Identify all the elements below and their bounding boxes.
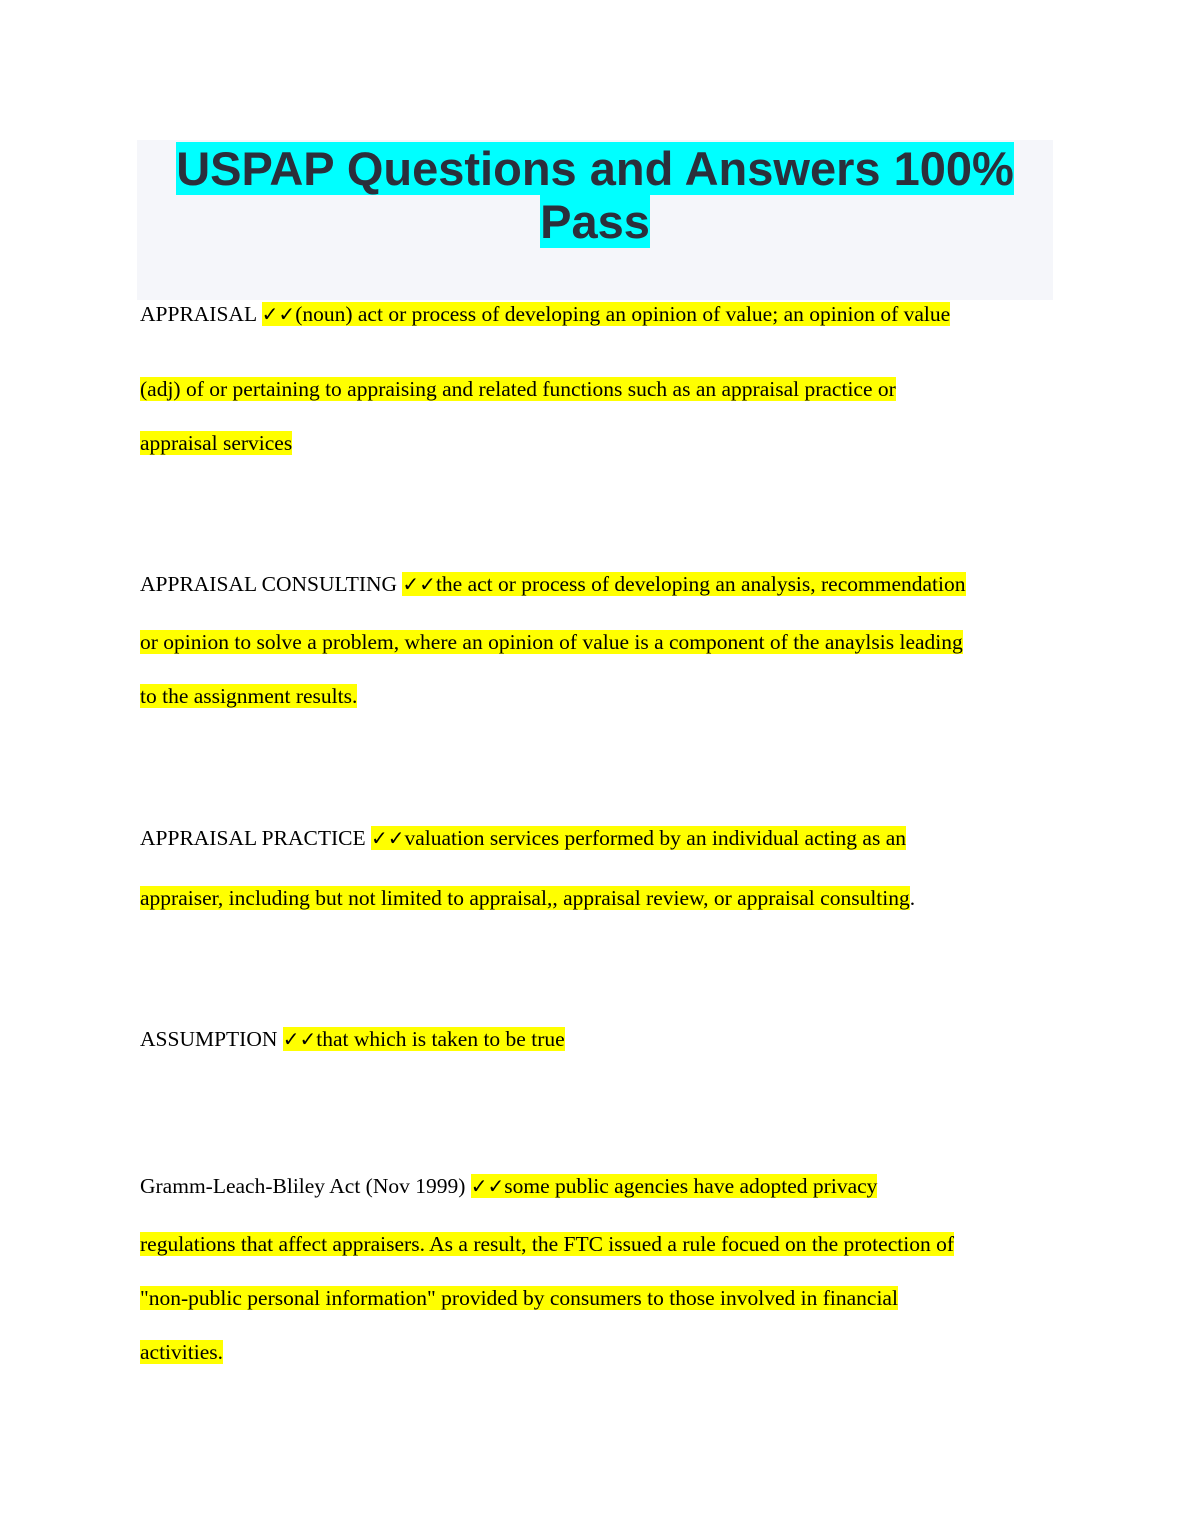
definition-line: or opinion to solve a problem, where an opinion of value is a component of the anaylsis leading: [140, 630, 963, 654]
entry-line: [140, 826, 906, 851]
entry-line: [140, 1286, 898, 1311]
trailing-period: .: [909, 886, 916, 910]
entry-line: [140, 302, 950, 327]
entry-definition: [402, 572, 965, 596]
definition-line: activities.: [140, 1340, 223, 1364]
entry-line: [140, 886, 915, 911]
entry-line: [140, 377, 896, 402]
entry-line: [140, 431, 292, 456]
definition-line: to the assignment results.: [140, 684, 358, 708]
entry-definition: [262, 302, 951, 326]
entry-definition: [471, 1174, 878, 1198]
double-check-icon: ✓✓: [282, 1027, 317, 1051]
definition-line: (adj) of or pertaining to appraising and related functions such as an appraisal practice or: [140, 377, 896, 401]
entry-line: [140, 1340, 223, 1365]
definition-line: "non-public personal information" provided by consumers to those involved in financial: [140, 1286, 898, 1310]
double-check-icon: ✓✓: [370, 826, 405, 850]
entry-line: [140, 572, 966, 597]
double-check-icon: ✓✓: [261, 302, 296, 326]
definition-line: that which is taken to be true: [316, 1027, 565, 1051]
entry-term: Gramm-Leach-Bliley Act (Nov 1999): [140, 1174, 466, 1198]
entry-term: APPRAISAL: [140, 302, 257, 326]
definition-line: valuation services performed by an individual acting as an: [404, 826, 906, 850]
entry-line: [140, 630, 963, 655]
page-title: [137, 140, 1053, 248]
definition-line: appraiser, including but not limited to appraisal,, appraisal review, or appraisal consulting: [140, 886, 910, 910]
entry-line: [140, 1027, 565, 1052]
entry-definition: [283, 1027, 565, 1051]
definition-line: some public agencies have adopted privacy: [504, 1174, 878, 1198]
entry-term: APPRAISAL CONSULTING: [140, 572, 398, 596]
definition-line: appraisal services: [140, 431, 293, 455]
entry-line: [140, 1174, 877, 1199]
double-check-icon: ✓✓: [470, 1174, 505, 1198]
title-line-1: USPAP Questions and Answers 100%: [176, 142, 1014, 195]
definition-line: the act or process of developing an analysis, recommendation: [435, 572, 966, 596]
title-box: [137, 140, 1053, 300]
entry-definition: [371, 826, 906, 850]
entry-line: [140, 1232, 954, 1257]
entry-term: APPRAISAL PRACTICE: [140, 826, 366, 850]
entry-term: ASSUMPTION: [140, 1027, 278, 1051]
definition-line: regulations that affect appraisers. As a result, the FTC issued a rule focued on the protection of: [140, 1232, 954, 1256]
title-line-2: Pass: [540, 195, 650, 248]
entry-line: [140, 684, 357, 709]
double-check-icon: ✓✓: [402, 572, 436, 596]
definition-line: (noun) act or process of developing an opinion of value; an opinion of value: [295, 302, 951, 326]
